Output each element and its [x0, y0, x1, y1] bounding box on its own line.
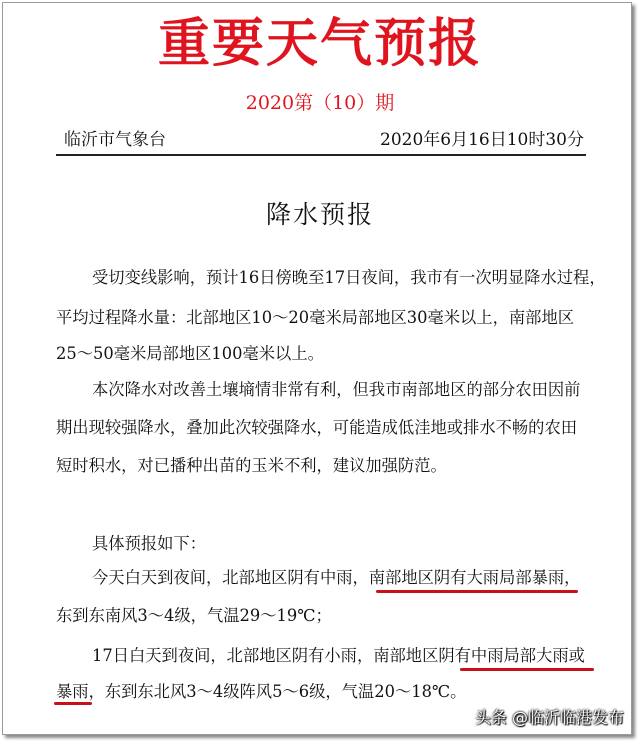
issuer-name: 临沂市气象台	[64, 130, 166, 150]
today-highlight-underline	[376, 590, 578, 593]
section-heading: 降水预报	[265, 200, 374, 229]
today-forecast-line-1: 今天白天到夜间，北部地区阴有中雨，南部地区阴有大雨局部暴雨，	[92, 568, 581, 587]
document-title: 重要天气预报	[157, 13, 482, 74]
watermark: 头条 @临沂临港发布	[474, 708, 624, 727]
today-forecast-line-2: 东到东南风3～4级，气温29～19℃；	[56, 606, 332, 625]
issue-number: 2020第（10）期	[245, 92, 395, 114]
day17-forecast-line-1: 17日白天到夜间，北部地区阴有小雨，南部地区阴有中雨局部大雨或	[92, 646, 585, 665]
day17-highlight-underline-1	[460, 668, 594, 671]
issue-datetime: 2020年6月16日10时30分	[380, 130, 584, 150]
paragraph-1-line-3: 25～50毫米局部地区100毫米以上。	[56, 344, 324, 363]
day17-forecast-line-2: 暴雨，东到东北风3～4级阵风5～6级，气温20～18℃。	[56, 682, 467, 701]
day17-highlight-underline-2	[54, 702, 92, 705]
forecast-intro: 具体预报如下：	[92, 534, 206, 553]
paragraph-1-line-1: 受切变线影响，预计16日傍晚至17日夜间，我市有一次明显降水过程，	[92, 268, 606, 287]
paragraph-2-line-1: 本次降水对改善土壤墒情非常有利，但我市南部地区的部分农田因前	[92, 380, 581, 399]
paragraph-1-line-2: 平均过程降水量：北部地区10～20毫米局部地区30毫米以上，南部地区	[56, 308, 575, 327]
header-divider	[56, 154, 586, 156]
paragraph-2-line-3: 短时积水，对已播种出苗的玉米不利，建议加强防范。	[56, 456, 447, 475]
paragraph-2-line-2: 期出现较强降水，叠加此次较强降水，可能造成低洼地或排水不畅的农田	[56, 418, 578, 437]
